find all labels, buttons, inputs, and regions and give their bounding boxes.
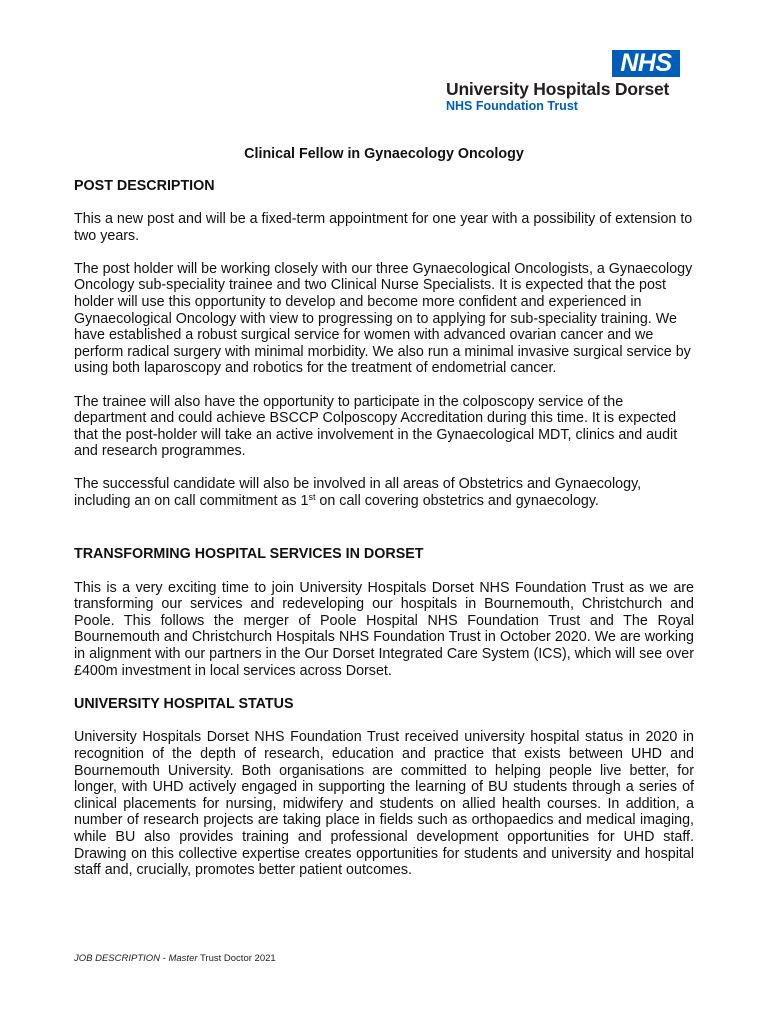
- p4-superscript: st: [308, 492, 316, 502]
- document-title: Clinical Fellow in Gynaecology Oncology: [244, 146, 524, 162]
- post-description-heading: POST DESCRIPTION: [74, 177, 215, 194]
- org-name: University Hospitals Dorset: [446, 79, 670, 99]
- section-spacer: [74, 526, 694, 546]
- footer-plain: Trust Doctor 2021: [197, 953, 276, 964]
- post-description-paragraph-4: [74, 476, 694, 509]
- nhs-logo-box: NHS: [612, 50, 680, 77]
- transforming-paragraph: This is a very exciting time to join University Hospitals Dorset NHS Foundation Trust as we are transforming our services and redeveloping our hospitals in Bournemouth, Christchurch and Poole. This follows the merger of Poole Hospital NHS Foundation Trust and The Royal Bournemouth and Christchurch Hospitals NHS Foundation Trust in October 2020. We are working in alignment with our partners in the Our Dorset Integrated Care System (ICS), which will see over £400m investment in local services across Dorset.: [74, 579, 694, 679]
- university-status-paragraph: University Hospitals Dorset NHS Foundation Trust received university hospital status in 2020 in recognition of the depth of research, education and practice that exists between UHD and Bournemouth University. Both organisations are committed to helping people live better, for longer, with UHD actively engaged in supporting the learning of BU students through a series of clinical placements for nursing, midwifery and students on allied health courses. In addition, a number of research projects are taking place in fields such as orthopaedics and medical imaging, while BU also provides training and professional development opportunities for UHD staff. Drawing on this collective expertise creates opportunities for students and university and hospital staff and, crucially, promotes better patient outcomes.: [74, 729, 694, 879]
- nhs-logo: [446, 50, 686, 114]
- p4-text-before: The successful candidate will also be involved in all areas of Obstetrics and Gynaecology, including an on call commitment as 1: [74, 476, 642, 509]
- org-subtitle: NHS Foundation Trust: [446, 99, 578, 113]
- post-description-paragraph-3: The trainee will also have the opportunity to participate in the colposcopy service of the department and could achieve BSCCP Colposcopy Accreditation during this time. It is expected that the post-holder will take an active involvement in the Gynaecological MDT, clinics and audit and research programmes.: [74, 393, 678, 460]
- post-description-paragraph-2: The post holder will be working closely with our three Gynaecological Oncologists, a Gynaecology Oncology sub-speciality trainee and two Clinical Nurse Specialists. It is expected that the post holder will use this opportunity to develop and become more confident and experienced in Gynaecological Oncology with view to progressing on to applying for sub-speciality training. We have established a robust surgical service for women with advanced ovarian cancer and we perform radical surgery with minimal morbidity. We also run a minimal invasive surgical service by using both laparoscopy and robotics for the treatment of endometrial cancer.: [74, 260, 693, 377]
- post-description-paragraph-1: This a new post and will be a fixed-term appointment for one year with a possibility of extension to two years.: [74, 211, 693, 244]
- university-status-heading: UNIVERSITY HOSPITAL STATUS: [74, 695, 294, 712]
- footer-italic: JOB DESCRIPTION - Master: [74, 953, 198, 964]
- page-footer: [74, 953, 276, 964]
- p4-text-after: on call covering obstetrics and gynaecology.: [315, 493, 599, 509]
- document-body: [74, 146, 694, 895]
- transforming-heading: TRANSFORMING HOSPITAL SERVICES IN DORSET: [74, 546, 424, 563]
